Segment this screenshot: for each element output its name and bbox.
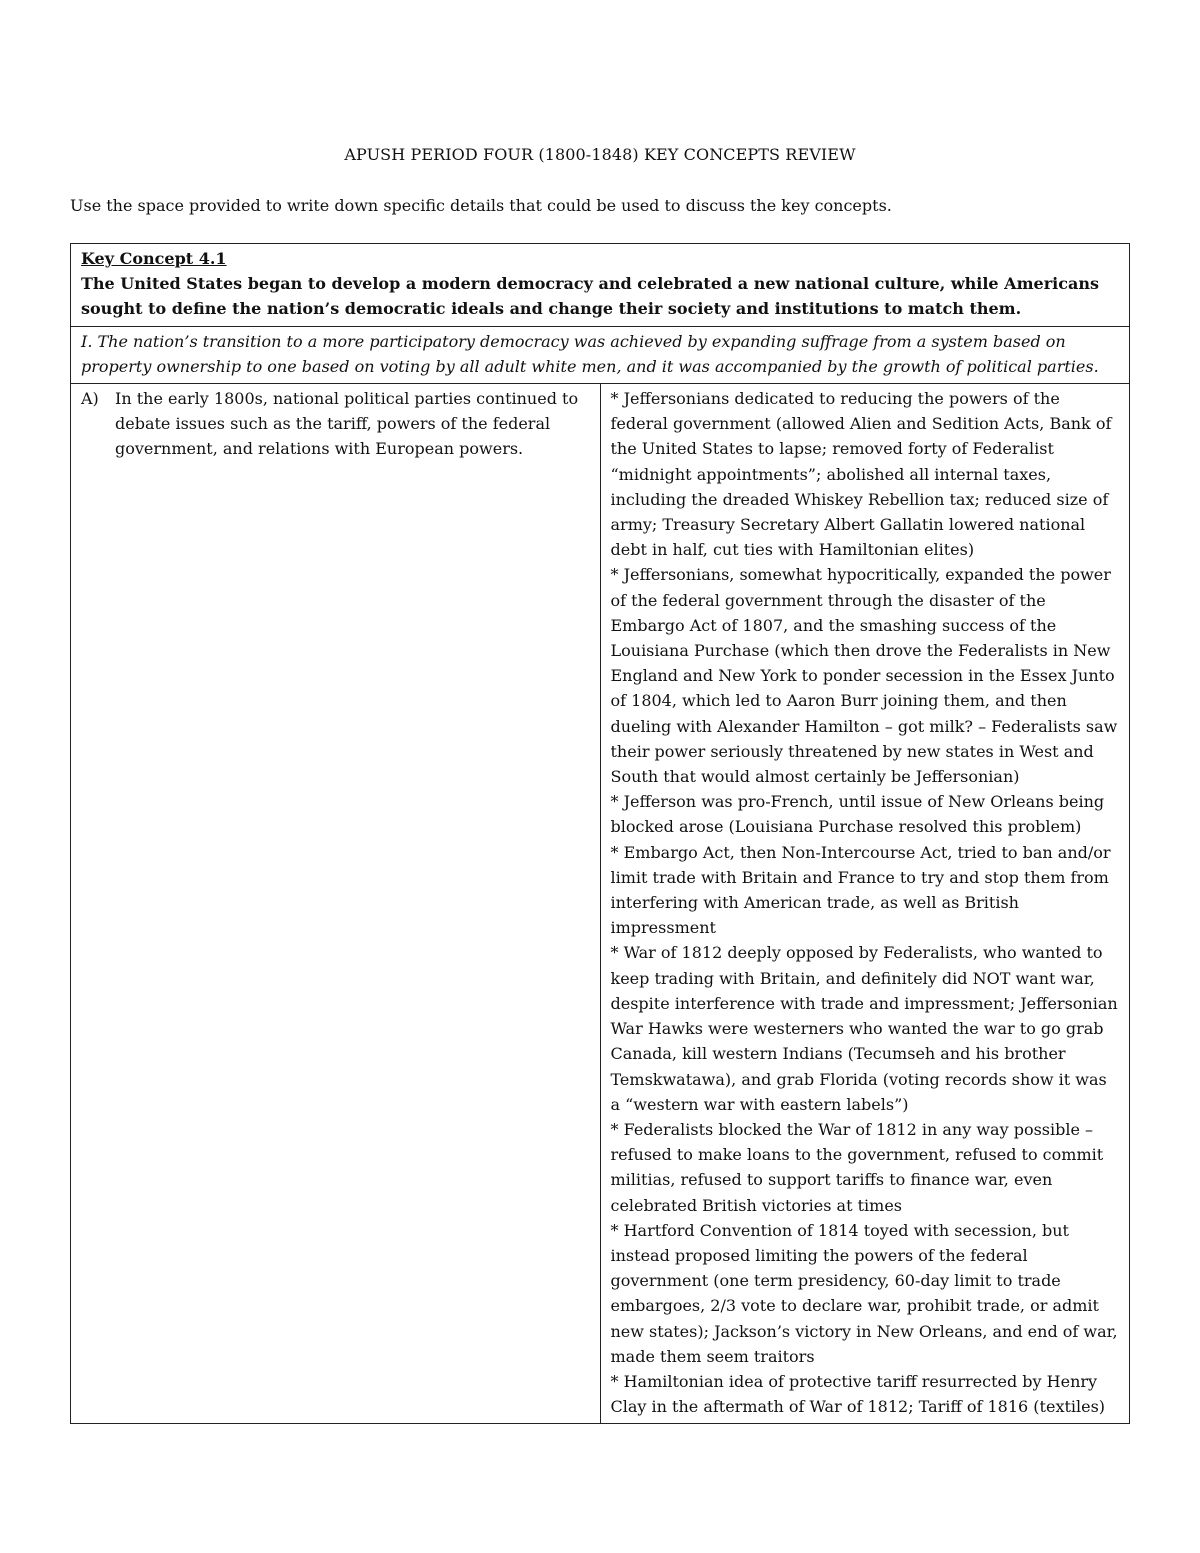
page-title: APUSH PERIOD FOUR (1800-1848) KEY CONCEPTS REVIEW bbox=[344, 145, 856, 164]
sub-topic-text: I. The nation’s transition to a more participatory democracy was achieved by expanding suffrage from a system based on property ownership to one based on voting by all adult white men, and it was accompanied by the growth of political parties. bbox=[81, 331, 1099, 376]
detail-entry: * Jefferson was pro-French, until issue of New Orleans being blocked arose (Louisiana Purchase resolved this problem) bbox=[610, 792, 1105, 837]
detail-entry: * Hamiltonian idea of protective tariff resurrected by Henry Clay in the aftermath of War of 1812; Tariff of 1816 (textiles) bbox=[610, 1371, 1106, 1417]
key-concept-header-row bbox=[71, 244, 1130, 327]
key-concept-label: Key Concept 4.1 bbox=[81, 249, 227, 268]
item-prompt-text: In the early 1800s, national political parties continued to debate issues such as the tariff, powers of the federal government, and relations with European powers. bbox=[115, 389, 579, 459]
detail-entry: * Jeffersonians dedicated to reducing the powers of the federal government (allowed Alien and Sedition Acts, Bank of the United States to lapse; removed forty of Federalist “midnight appointments”; abolished all internal taxes, including the dreaded Whiskey Rebellion tax; reduced size of army; Treasury Secretary Albert Gallatin lowered national debt in half, cut ties with Hamiltonian elites) bbox=[610, 389, 1112, 560]
detail-entry: * Hartford Convention of 1814 toyed with secession, but instead proposed limiting the powers of the federal government (one term presidency, 60-day limit to trade embargoes, 2/3 vote to declare war, prohibit trade, or admit new states); Jackson’s victory in New Orleans, and end of war, made them seem traitors bbox=[610, 1220, 1118, 1366]
instructions-text: Use the space provided to write down specific details that could be used to discuss the key concepts. bbox=[70, 196, 892, 215]
item-row bbox=[71, 384, 1130, 1424]
detail-entry: * Federalists blocked the War of 1812 in any way possible – refused to make loans to the government, refused to commit militias, refused to support tariffs to finance war, even celebrated British victories at times bbox=[610, 1119, 1104, 1215]
item-letter: A) bbox=[81, 389, 99, 409]
detail-entry: * Embargo Act, then Non-Intercourse Act, tried to ban and/or limit trade with Britain and France to try and stop them from interfering with American trade, as well as British impressment bbox=[610, 842, 1111, 938]
key-concept-header-cell bbox=[71, 244, 1130, 327]
sub-topic-cell bbox=[71, 326, 1130, 383]
item-prompt-cell bbox=[71, 384, 601, 1424]
detail-entry: * Jeffersonians, somewhat hypocritically, expanded the power of the federal government through the disaster of the Embargo Act of 1807, and the smashing success of the Louisiana Purchase (which then drove the Federalists in New England and New York to ponder secession in the Essex Junto of 1804, which led to Aaron Burr joining them, and then dueling with Alexander Hamilton – got milk? – Federalists saw their power seriously threatened by new states in West and South that would almost certainly be Jeffersonian) bbox=[610, 565, 1118, 787]
item-details-cell bbox=[600, 384, 1130, 1424]
detail-entry: * War of 1812 deeply opposed by Federalists, who wanted to keep trading with Britain, and definitely did NOT want war, despite interference with trade and impressment; Jeffersonian War Hawks were westerners who wanted the war to go grab Canada, kill western Indians (Tecumseh and his brother Temskwatawa), and grab Florida (voting records show it was a “western war with eastern labels”) bbox=[610, 943, 1118, 1114]
key-concept-table bbox=[70, 243, 1130, 1424]
sub-topic-row bbox=[71, 326, 1130, 383]
key-concept-statement: The United States began to develop a modern democracy and celebrated a new national culture, while Americans sought to define the nation’s democratic ideals and change their society and institutions to match them. bbox=[81, 274, 1099, 319]
